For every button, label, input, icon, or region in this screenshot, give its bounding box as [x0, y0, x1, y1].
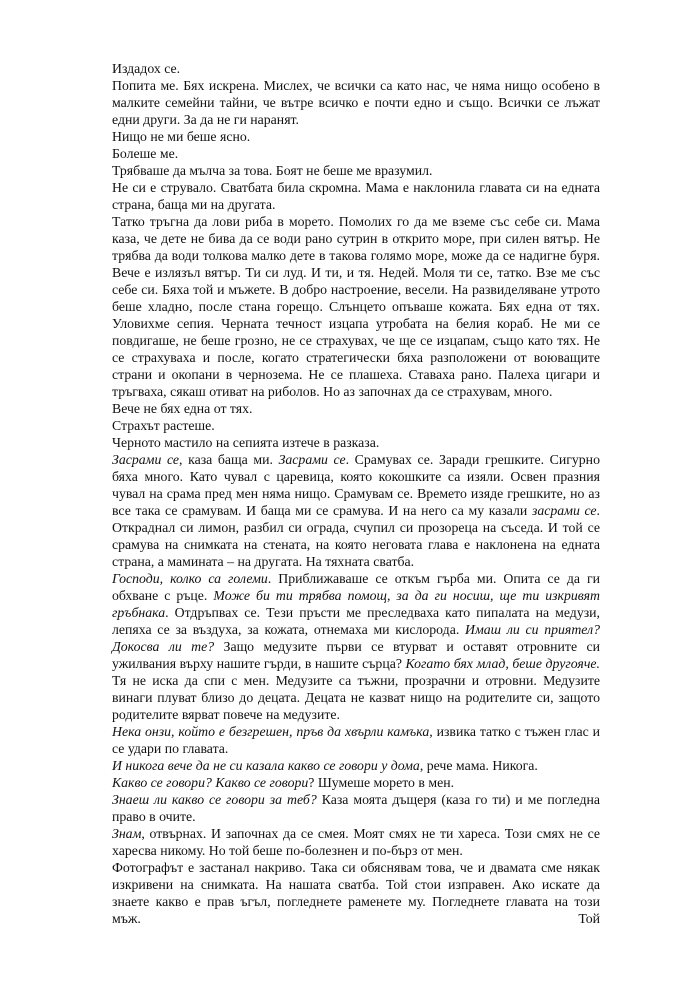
italic-run: Знам [112, 826, 142, 841]
text-run: , каза баща ми. [179, 452, 279, 467]
italic-run: Засрами се [278, 452, 346, 467]
paragraph [112, 570, 600, 723]
italic-run: Какво се говори? Какво се говори [112, 775, 309, 790]
text-run: . Откраднал си лимон, разбил си ограда, счупил си прозореца на съседа. И той се срамува на снимката на стената, на която неговата глава е наклонена на едната страна, а мамината – на другата. На тяхната сватба. [112, 503, 600, 569]
italic-run: И никога вече да не си казала какво се говори у дома [112, 758, 420, 773]
document-body [112, 60, 600, 927]
paragraph [112, 179, 600, 213]
text-run: Болеше ме. [112, 146, 179, 161]
text-run: Трябваше да мълча за това. Боят не беше ме вразумил. [112, 163, 433, 178]
text-run: Вече не бях една от тях. [112, 401, 253, 416]
paragraph [112, 434, 600, 451]
text-run: Защо медузите първи се втурват и оставят отровните си ужилвания върху нашите гърди, в нашите сърца? [112, 639, 600, 671]
text-run: Издадох се. [112, 61, 181, 76]
paragraph [112, 213, 600, 400]
italic-run: Имаш ли си приятел? Докосва ли те? [112, 622, 600, 654]
text-run: Не си е струвало. Сватбата била скромна. Мама е наклонила главата си на едната страна, баща ми на другата. [112, 180, 600, 212]
italic-run: Може би ти трябва помощ, за да ги носиш, ще ти изкривят гръбнака [112, 588, 600, 620]
italic-run: Когато бях млад, беше другояче. [405, 656, 600, 671]
text-run: , отвърнах. И започнах да се смея. Моят смях не ти хареса. Този смях не се харесва никому. Но той беше по-болезнен и по-бърз от мен. [112, 826, 600, 858]
text-run: Страхът растеше. [112, 418, 215, 433]
paragraph [112, 128, 600, 145]
italic-run: Знаеш ли какво се говори за теб? [112, 792, 317, 807]
paragraph [112, 400, 600, 417]
italic-run: Нека онзи, който е безгрешен, пръв да хвърли камъка, [112, 724, 433, 739]
text-run: . Приближаваше се откъм гърба ми. Опита се да ги обхване с ръце. [112, 571, 601, 603]
paragraph [112, 825, 600, 859]
text-run: Тя не иска да спи с мен. Медузите са тъжни, прозрачни и отровни. Медузите винаги плуват близо до децата. Децата не казват нищо на родителите си, защото родителите вярват повече на медузите. [112, 673, 600, 722]
paragraph [112, 774, 600, 791]
italic-run: Засрами се [112, 452, 180, 467]
text-run: Черното мастило на сепията изтече в разказа. [112, 435, 380, 450]
paragraph [112, 723, 600, 757]
paragraph [112, 77, 600, 128]
paragraph [112, 60, 600, 77]
italic-run: засрами се [531, 503, 597, 518]
text-run: ? Шумеше морето в мен. [308, 775, 455, 790]
paragraph [112, 417, 600, 434]
text-run: . Срамувах се. Заради грешките. Сигурно бяха много. Като чувал с царевица, която кокошките са изяли. Освен празния чувал на срама пред мен няма нищо. Срамувам се. Времето изяде грешките, но аз все така се срамувам. И баща ми се срамува. И на него са му казали [112, 452, 600, 518]
italic-run: Господи, колко са големи [112, 571, 268, 586]
text-run: извика татко с тъжен глас и се удари по главата. [112, 724, 600, 756]
paragraph [112, 757, 600, 774]
paragraph [112, 162, 600, 179]
text-run: , рече мама. Никога. [419, 758, 538, 773]
text-run: Нищо не ми беше ясно. [112, 129, 251, 144]
paragraph [112, 451, 600, 570]
paragraph [112, 859, 600, 927]
text-run: . Отдръпвах се. Тези пръсти ме преследваха като пипалата на медузи, лепяха се за въздуха, за кожата, отнемаха ми кислорода. [112, 605, 600, 637]
text-run: Попита ме. Бях искрена. Мислех, че всички са като нас, че няма нищо особено в малките семейни тайни, че вътре всичко е почти едно и също. Всички се лъжат едни други. За да не ги наранят. [112, 78, 600, 127]
text-run: Татко тръгна да лови риба в морето. Помолих го да ме вземе със себе си. Мама каза, че дете не бива да се води рано сутрин в открито море, при силен вятър. Не трябва да води толкова малко дете в такова голямо море, може да се надигне буря. Вече е излязъл вятър. Ти си луд. И ти, и тя. Недей. Моля ти се, татко. Взе ме със себе си. Бяха той и мъжете. В добро настроение, весели. На развиделяване утрото беше хладно, после стана горещо. Слънцето опъваше кожата. Бях една от тях. Уловихме сепия. Черната течност изцапа утробата на белия кораб. Не ми се повдигаше, не беше грозно, не се страхувах, че ще се изцапам, също като тях. Не се страхуваха и после, когато стратегически бяха разположени от воюващите страни и окопани в черноземa. Не се плашеха. Ставаха рано. Палеха цигари и тръгваха, сякаш отиват на риболов. Но аз започнах да се страхувам, много. [112, 214, 600, 399]
paragraph [112, 145, 600, 162]
text-run: Фотографът е застанал накриво. Така си обяснявам това, че и двамата сме някак изкривени на снимката. На нашата сватба. Той стои изправен. Ако искате да знаете какво е прав ъгъл, погледнете раменете му. Погледнете главата на този мъж. Той [112, 860, 600, 926]
paragraph [112, 791, 600, 825]
text-run: Каза моята дъщеря (каза го ти) и ме погледна право в очите. [112, 792, 601, 824]
